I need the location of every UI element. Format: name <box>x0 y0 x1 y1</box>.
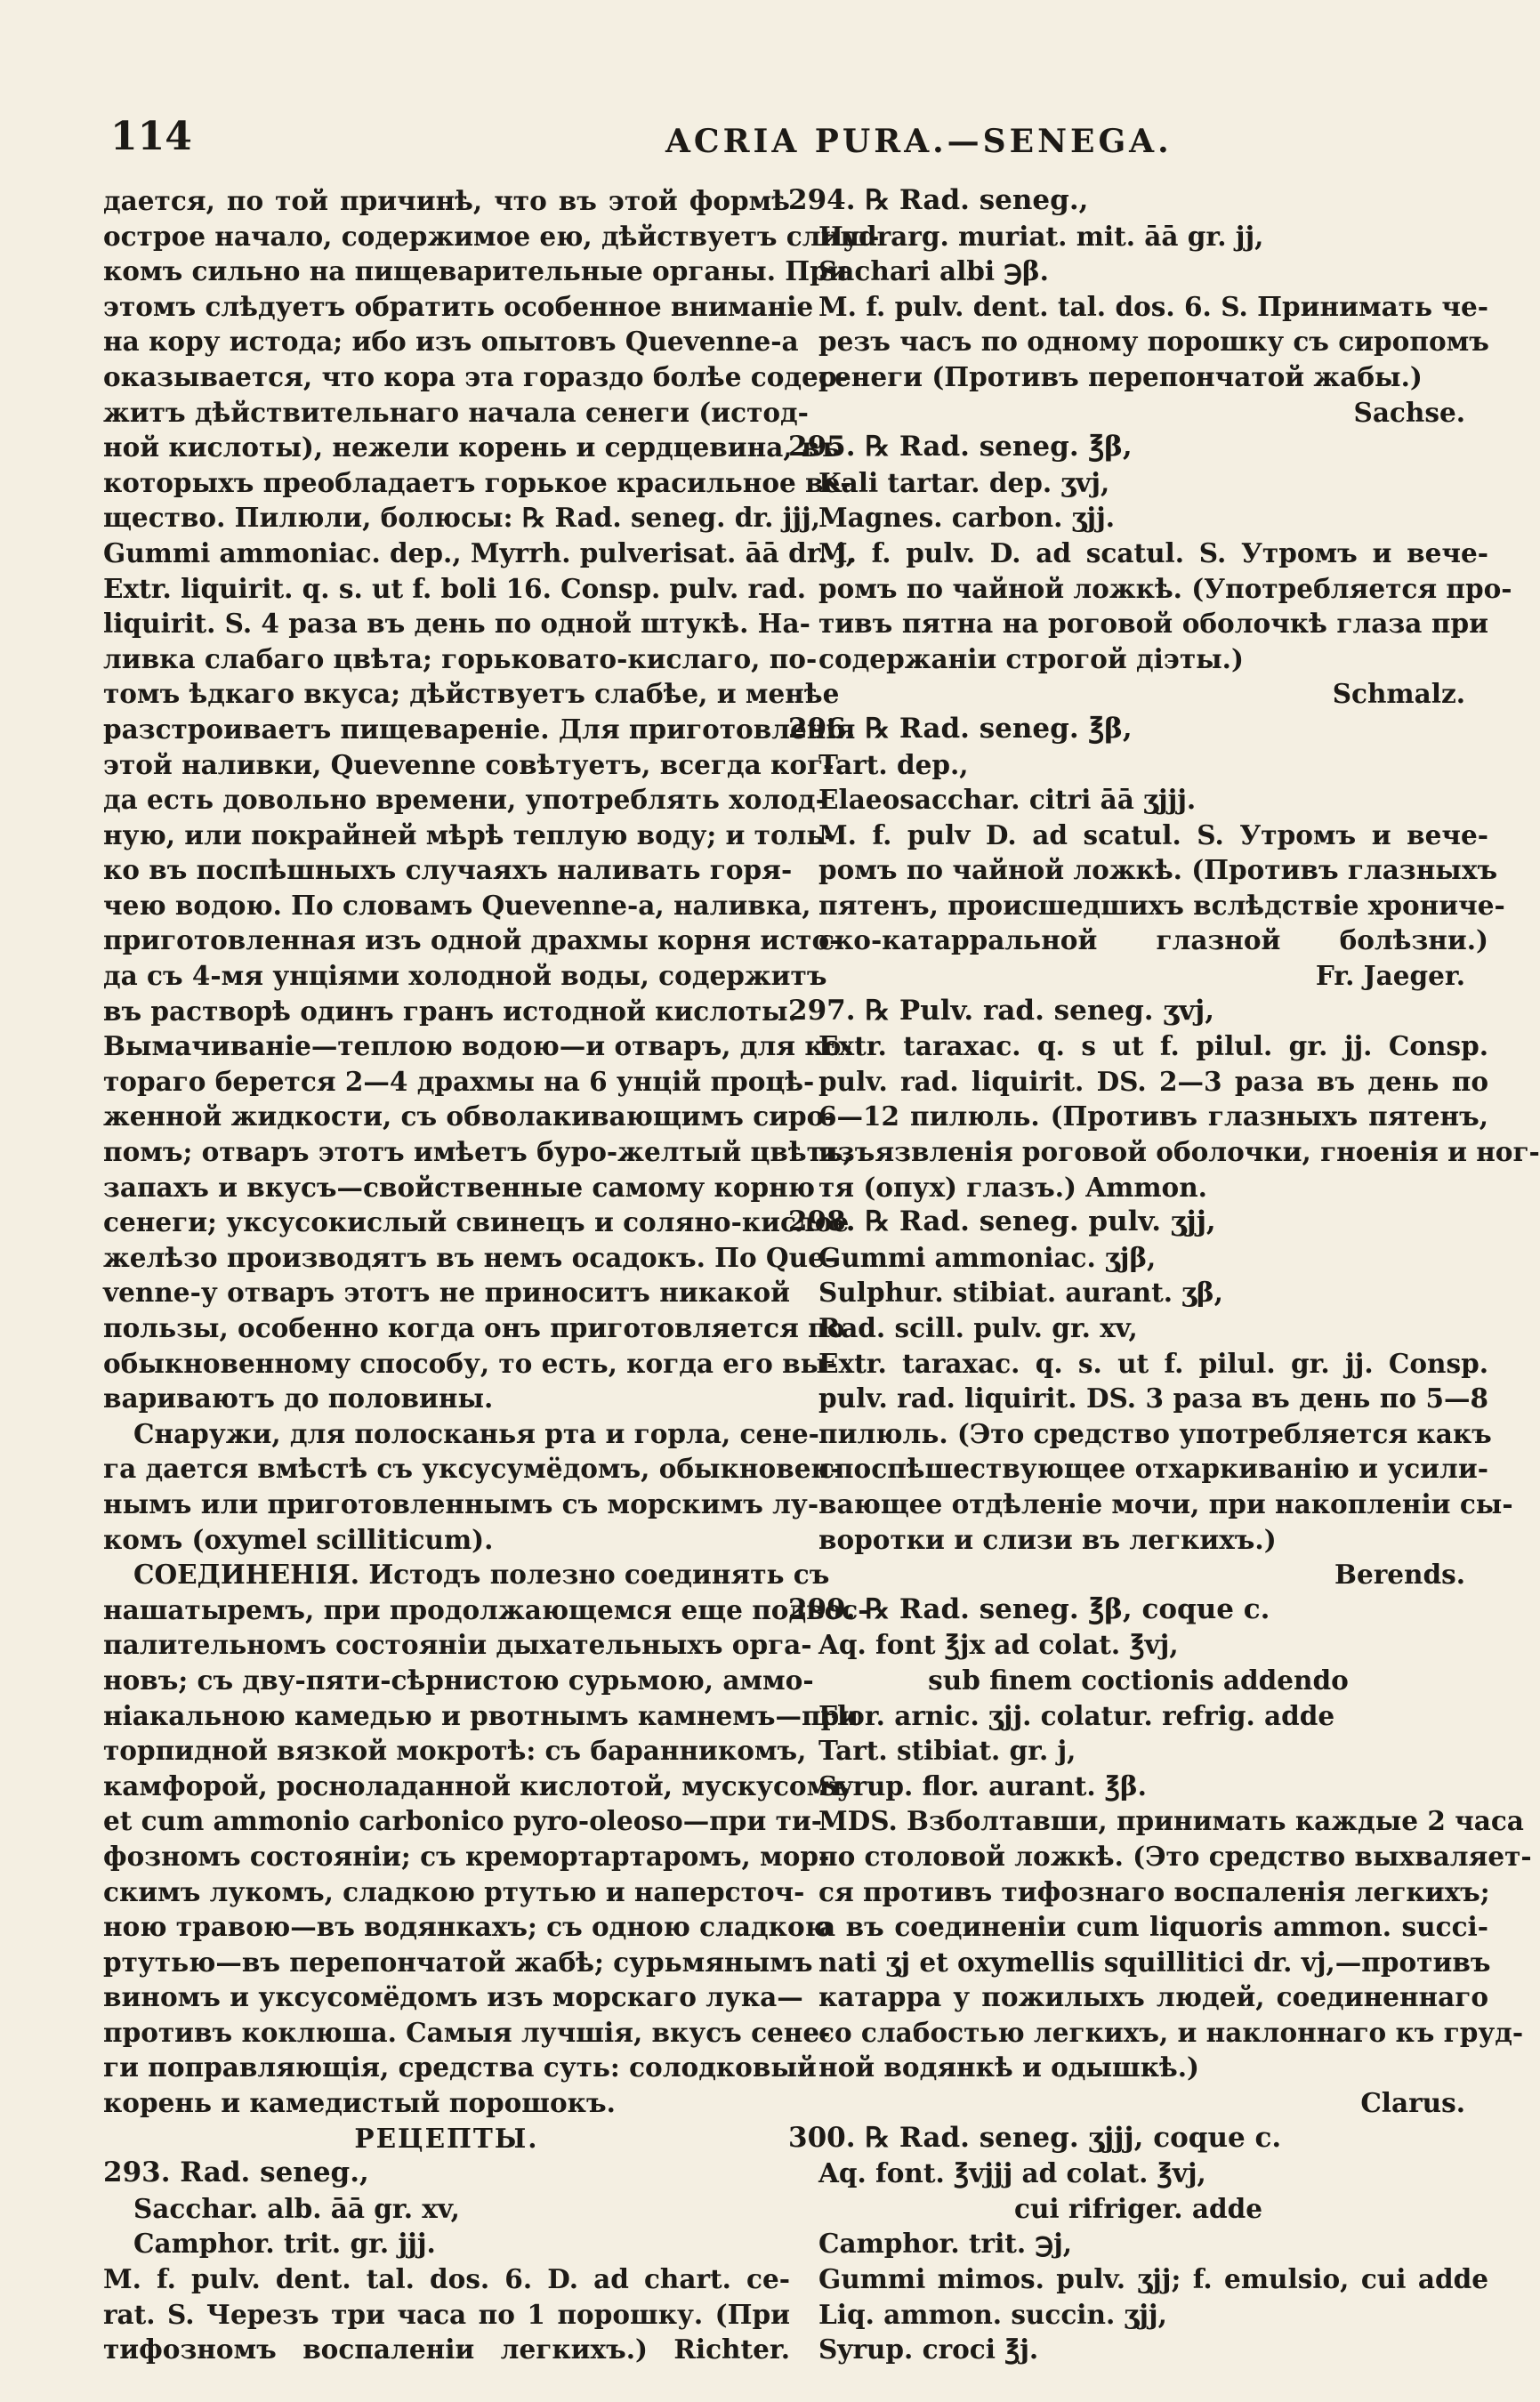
page-number: 114 <box>110 114 192 159</box>
text-line: Sacchar. alb. āā gr. xv, <box>133 2192 460 2224</box>
text-line: тивъ пятна на роговой оболочкѣ глаза при <box>818 608 1488 640</box>
text-line: въ растворѣ одинъ гранъ истодной кислоты. <box>103 995 797 1027</box>
text-line: желѣзо производятъ въ немъ осадокъ. По Que- <box>103 1241 836 1273</box>
text-line: Syrup. flor. aurant. ℥β. <box>818 1769 1147 1802</box>
text-line: тораго берется 2—4 драхмы на 6 унцій процѣ- <box>103 1065 815 1097</box>
text-line: ніакальною камедью и рвотнымъ камнемъ—при <box>103 1699 859 1731</box>
text-line: pulv. rad. liquirit. DS. 2—3 раза въ день по <box>818 1065 1488 1097</box>
text-line: Sulphur. stibiat. aurant. ʒβ, <box>818 1277 1223 1309</box>
text-line: pulv. rad. liquirit. DS. 3 раза въ день по 5—8 <box>818 1382 1488 1415</box>
text-line: сенеги (Противъ перепончатой жабы.) <box>818 360 1423 392</box>
text-line: тифозномъ воспаленіи легкихъ.) Richter. <box>103 2333 790 2366</box>
text-line: cui rifriger. adde <box>1014 2192 1262 2224</box>
text-line: Rad. scill. pulv. gr. xv, <box>818 1312 1138 1343</box>
text-line: га дается вмѣстѣ съ уксусумёдомъ, обыкновен- <box>103 1453 842 1485</box>
text-line: житъ дѣйствительнаго начала сенеги (истод- <box>103 396 809 428</box>
text-line: вающее отдѣленіе мочи, при накопленіи сы- <box>818 1487 1513 1519</box>
text-line: виномъ и уксусомёдомъ изъ морскаго лука— <box>103 1981 803 2013</box>
text-line: сенеги; уксусокислый свинецъ и соляно-кислое <box>103 1206 850 1238</box>
text-line: Снаружи, для полосканья рта и горла, сене- <box>133 1417 819 1449</box>
text-line: ся противъ тифознаго воспаленія легкихъ; <box>818 1875 1490 1907</box>
text-line: тя (опух) глазъ.) Ammon. <box>818 1171 1207 1203</box>
text-line: пользы, особенно когда онъ приготовляется по <box>103 1312 845 1343</box>
text-line: Camphor. trit. ℈j, <box>818 2228 1073 2260</box>
text-line: а въ соединеніи cum liquoris ammon. succi- <box>818 1911 1488 1943</box>
text-line: M. f. pulv D. ad scatul. S. Утромъ и вече- <box>818 818 1488 850</box>
text-line: дается, по той причинѣ, что въ этой формѣ <box>103 185 790 216</box>
text-line: нашатыремъ, при продолжающемся еще подвос- <box>103 1593 869 1625</box>
text-line: этой наливки, Quevenne совѣтуетъ, всегда ког- <box>103 748 835 780</box>
left-text-lines <box>103 183 880 2121</box>
text-line: 6—12 пилюль. (Противъ глазныхъ пятенъ, <box>818 1100 1488 1132</box>
text-line: нымъ или приготовленнымъ съ морскимъ лу- <box>103 1487 819 1519</box>
text-line: пятенъ, происшедшихъ вслѣдствіе хрониче- <box>818 889 1505 921</box>
text-line: катарра у пожилыхъ людей, соединеннаго <box>818 1981 1488 2013</box>
text-line: Schmalz. <box>1332 678 1465 710</box>
text-line: Extr. liquirit. q. s. ut f. boli 16. Consp. pulv. rad. <box>103 572 807 604</box>
text-line: liquirit. S. 4 раза въ день по одной штукѣ. На- <box>103 608 810 640</box>
text-line: разстроиваетъ пищевареніе. Для приготовленія <box>103 713 856 745</box>
text-line: корень и камедистый порошокъ. <box>103 2087 616 2119</box>
text-line: venne-у отваръ этотъ не приноситъ никакой <box>103 1277 790 1309</box>
text-line: Aq. font. ℥vjjj ad colat. ℥vj, <box>818 2157 1206 2189</box>
text-line: Elaeosacchar. citri āā ʒjjj. <box>818 784 1197 816</box>
right-column <box>788 183 1540 2367</box>
text-line: sub finem coctionis addendo <box>928 1664 1349 1696</box>
text-line: оказывается, что кора эта гораздо болѣе содер- <box>103 360 848 392</box>
text-line: пилюль. (Это средство употребляется какъ <box>818 1417 1492 1449</box>
text-line: 294. ℞ Rad. seneg., <box>788 184 1089 216</box>
text-line: Extr. taraxac. q. s. ut f. pilul. gr. jj. Consp. <box>818 1347 1488 1379</box>
text-line: Gummi mimos. pulv. ʒjj; f. emulsio, cui adde <box>818 2263 1488 2295</box>
text-line: et cum ammonio carbonico pyro-oleoso—при ти- <box>103 1805 822 1837</box>
text-line: которыхъ преобладаетъ горькое красильное ве- <box>103 466 851 498</box>
text-line: вариваютъ до половины. <box>103 1382 494 1415</box>
text-line: Camphor. trit. gr. jjj. <box>133 2228 436 2260</box>
text-line: ртутью—въ перепончатой жабѣ; сурьмянымъ <box>103 1946 813 1978</box>
text-line: Clarus. <box>1360 2087 1465 2119</box>
running-head: ACRIA PURA.—SENEGA. <box>665 123 1173 160</box>
text-line: да есть довольно времени, употреблять холод- <box>103 784 826 816</box>
text-line: со слабостью легкихъ, и наклоннаго къ груд- <box>818 2016 1524 2048</box>
text-line: Tart. dep., <box>818 748 969 780</box>
text-line: ромъ по чайной ложкѣ. (Противъ глазныхъ <box>818 854 1498 886</box>
text-line: обыкновенному способу, то есть, когда его вы- <box>103 1347 838 1379</box>
text-line: противъ коклюша. Самыя лучшія, вкусъ сене- <box>103 2016 831 2048</box>
text-line: помъ; отваръ этотъ имѣетъ буро-желтый цвѣтъ, <box>103 1136 852 1168</box>
text-line: скимъ лукомъ, сладкою ртутью и наперсточ- <box>103 1875 805 1907</box>
text-line: камфорой, росноладанной кислотой, мускусомъ <box>103 1769 850 1802</box>
text-line: 296. ℞ Rad. seneg. ℥β, <box>788 712 1133 745</box>
text-line: комъ сильно на пищеварительные органы. При <box>103 255 848 287</box>
text-line: содержаніи строгой діэты.) <box>818 642 1244 674</box>
text-line: палительномъ состояніи дыхательныхъ орга- <box>103 1629 812 1661</box>
text-line: Syrup. croci ℥j. <box>818 2333 1039 2366</box>
text-line: новъ; съ дву-пяти-сѣрнистою сурьмою, аммо- <box>103 1664 814 1696</box>
text-line: Sachse. <box>1353 396 1465 428</box>
text-line: ко въ поспѣшныхъ случаяхъ наливать горя- <box>103 854 793 886</box>
text-line: резъ часъ по одному порошку съ сиропомъ <box>818 326 1489 358</box>
text-line: споспѣшествующее отхаркиванію и усили- <box>818 1453 1488 1485</box>
text-line: ною травою—въ водянкахъ; съ одною сладкою <box>103 1911 832 1943</box>
text-line: Extr. taraxac. q. s ut f. pilul. gr. jj. Consp. <box>818 1030 1488 1062</box>
text-line: Fr. Jaeger. <box>1315 960 1465 992</box>
text-line: M. f. pulv. dent. tal. dos. 6. S. Принимать че- <box>818 290 1488 322</box>
text-line: M. f. pulv. D. ad scatul. S. Утромъ и вече- <box>818 536 1488 568</box>
text-line: MDS. Взболтавши, принимать каждые 2 часа <box>818 1805 1524 1837</box>
text-line: Gummi ammoniac. dep., Myrrh. pulverisat. āā dr. j, <box>103 536 856 568</box>
text-line: Hydrarg. muriat. mit. āā gr. jj, <box>818 220 1264 252</box>
text-line: запахъ и вкусъ—свойственные самому корню <box>103 1171 815 1203</box>
text-line: Liq. ammon. succin. ʒjj, <box>818 2298 1167 2330</box>
text-line: ско-катарральной глазной болѣзни.) <box>818 924 1488 956</box>
text-line: Вымачиваніе—теплою водою—и отваръ, для ко- <box>103 1030 852 1062</box>
text-line: торпидной вязкой мокротѣ: съ баранникомъ, <box>103 1735 807 1767</box>
text-line: воротки и слизи въ легкихъ.) <box>818 1523 1277 1555</box>
text-line: острое начало, содержимое ею, дѣйствуетъ слиш- <box>103 220 880 252</box>
text-line: изъязвленія роговой оболочки, гноенія и ног- <box>818 1136 1540 1168</box>
text-line: 295. ℞ Rad. seneg. ℥β, <box>788 431 1133 463</box>
text-line: да съ 4-мя унціями холодной воды, содержитъ <box>103 960 827 992</box>
text-line: томъ ѣдкаго вкуса; дѣйствуетъ слабѣе, и менѣе <box>103 678 840 710</box>
text-line: ги поправляющія, средства суть: солодковый <box>103 2051 817 2084</box>
text-line: rat. S. Черезъ три часа по 1 порошку. (При <box>103 2298 790 2330</box>
recipes-heading: РЕЦЕПТЫ. <box>354 2122 539 2154</box>
recipe-293 <box>103 2156 790 2367</box>
text-line: щество. Пилюли, болюсы: ℞ Rad. seneg. dr. jjj, <box>103 502 820 534</box>
text-line: ную, или покрайней мѣрѣ теплую воду; и толь- <box>103 818 835 850</box>
text-line: M. f. pulv. dent. tal. dos. 6. D. ad chart. ce- <box>103 2263 790 2295</box>
left-column <box>103 183 880 2367</box>
text-line: Flor. arnic. ʒjj. colatur. refrig. adde <box>818 1699 1335 1731</box>
text-line: фозномъ состояніи; съ кремортартаромъ, мор- <box>103 1840 830 1872</box>
text-line: женной жидкости, съ обволакивающимъ сиро- <box>103 1100 835 1132</box>
right-text-lines <box>788 183 1540 2367</box>
text-line: ливка слабаго цвѣта; горьковато-кислаго, по- <box>103 642 818 674</box>
text-line: ной водянкѣ и одышкѣ.) <box>818 2051 1199 2084</box>
text-line: этомъ слѣдуетъ обратить особенное вниманіе <box>103 290 814 322</box>
text-line: Tart. stibiat. gr. j, <box>818 1735 1076 1767</box>
text-line: Sachari albi ℈β. <box>818 255 1049 287</box>
text-line: 300. ℞ Rad. seneg. ʒjjj, coque c. <box>788 2121 1282 2154</box>
text-line: СОЕДИНЕНІЯ. Истодъ полезно соединять съ <box>133 1559 830 1591</box>
text-line: приготовленная изъ одной драхмы корня исто- <box>103 924 841 956</box>
text-line: по столовой ложкѣ. (Это средство выхваляет- <box>818 1840 1532 1872</box>
text-line: Berends. <box>1334 1559 1465 1591</box>
text-line: ной кислоты), нежели корень и сердцевина, въ <box>103 431 841 463</box>
text-line: 298. ℞ Rad. seneg. pulv. ʒjj, <box>788 1205 1216 1238</box>
text-line: чею водою. По словамъ Quevenne-а, наливка, <box>103 889 811 921</box>
text-line: Magnes. carbon. ʒjj. <box>818 502 1116 534</box>
text-line: Aq. font ℥jx ad colat. ℥vj, <box>818 1629 1179 1661</box>
text-line: на кору истода; ибо изъ опытовъ Quevenne-а <box>103 326 799 358</box>
text-line: ромъ по чайной ложкѣ. (Употребляется про- <box>818 572 1512 604</box>
text-line: Kali tartar. dep. ʒvj, <box>818 466 1110 498</box>
text-line: 297. ℞ Pulv. rad. seneg. ʒvj, <box>788 994 1214 1027</box>
text-line: nati ʒj et oxymellis squillitici dr. vj,—противъ <box>818 1946 1491 1978</box>
text-line: 293. Rad. seneg., <box>103 2156 369 2189</box>
text-line: Gummi ammoniac. ʒjβ, <box>818 1241 1157 1273</box>
text-line: комъ (oxymel scilliticum). <box>103 1523 494 1555</box>
text-line: 299. ℞ Rad. seneg. ℥β, coque c. <box>788 1592 1270 1625</box>
